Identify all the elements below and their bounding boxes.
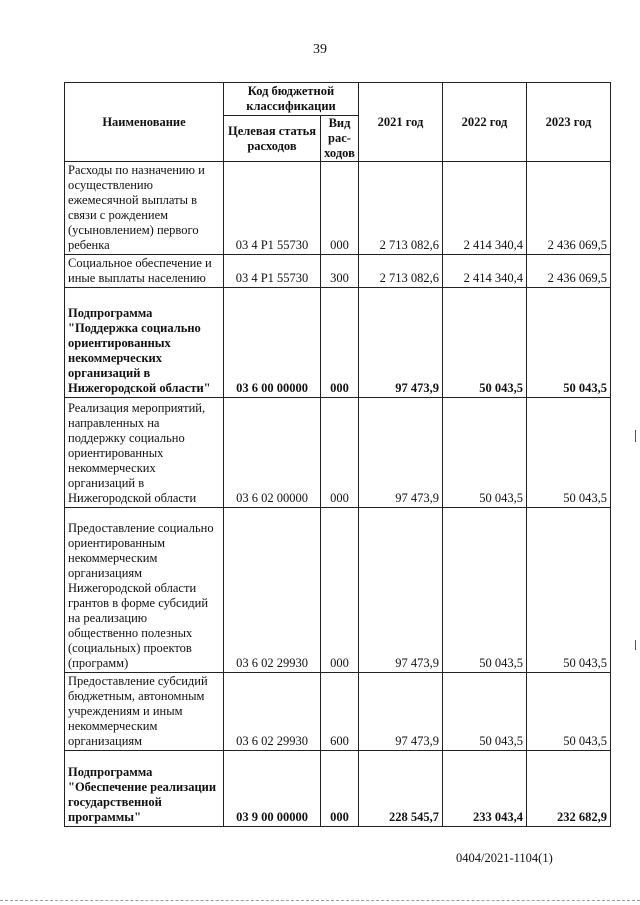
row-value-2023: 50 043,5 — [527, 673, 611, 751]
header-2021: 2021 год — [359, 83, 443, 162]
row-name: Подпрограмма "Поддержка социально ориентированных некоммерческих организаций в Нижегородской области" — [65, 288, 224, 398]
row-value-2022: 50 043,5 — [443, 398, 527, 508]
row-name: Реализация мероприятий, направленных на поддержку социально ориентированных некоммерческих организаций в Нижегородской области — [65, 398, 224, 508]
row-value-2021: 97 473,9 — [359, 508, 443, 673]
row-target-code: 03 6 02 00000 — [224, 398, 321, 508]
row-value-2022: 50 043,5 — [443, 508, 527, 673]
row-value-2022: 2 414 340,4 — [443, 255, 527, 288]
budget-table — [64, 82, 611, 827]
table-row — [65, 162, 611, 255]
row-value-2022: 233 043,4 — [443, 751, 527, 827]
row-value-2023: 50 043,5 — [527, 508, 611, 673]
scan-mark — [635, 640, 636, 650]
scan-edge — [0, 900, 640, 903]
row-target-code: 03 4 P1 55730 — [224, 162, 321, 255]
header-2023: 2023 год — [527, 83, 611, 162]
row-value-2021: 97 473,9 — [359, 398, 443, 508]
row-value-2023: 232 682,9 — [527, 751, 611, 827]
row-name: Предоставление социально ориентированным некоммерческим организациям Нижегородской области грантов в форме субсидий на реализацию общественно полезных (социальных) проектов (программ) — [65, 508, 224, 673]
header-name: Наименование — [65, 83, 224, 162]
table-row — [65, 255, 611, 288]
table-row — [65, 751, 611, 827]
row-value-2021: 2 713 082,6 — [359, 255, 443, 288]
table-row — [65, 288, 611, 398]
row-value-2021: 97 473,9 — [359, 288, 443, 398]
row-expense-type: 000 — [321, 751, 359, 827]
header-2022: 2022 год — [443, 83, 527, 162]
row-value-2023: 2 436 069,5 — [527, 255, 611, 288]
row-value-2023: 50 043,5 — [527, 398, 611, 508]
header-vid: Вид рас-ходов — [321, 116, 359, 162]
row-value-2021: 97 473,9 — [359, 673, 443, 751]
row-expense-type: 000 — [321, 288, 359, 398]
row-name: Подпрограмма "Обеспечение реализации государственной программы" — [65, 751, 224, 827]
row-expense-type: 600 — [321, 673, 359, 751]
row-value-2022: 2 414 340,4 — [443, 162, 527, 255]
table-body — [65, 162, 611, 827]
row-target-code: 03 6 02 29930 — [224, 673, 321, 751]
table-row — [65, 508, 611, 673]
row-target-code: 03 6 00 00000 — [224, 288, 321, 398]
row-target-code: 03 4 P1 55730 — [224, 255, 321, 288]
row-expense-type: 000 — [321, 508, 359, 673]
row-target-code: 03 9 00 00000 — [224, 751, 321, 827]
row-name: Социальное обеспечение и иные выплаты населению — [65, 255, 224, 288]
row-target-code: 03 6 02 29930 — [224, 508, 321, 673]
row-value-2021: 2 713 082,6 — [359, 162, 443, 255]
table-row — [65, 398, 611, 508]
page-number: 39 — [313, 42, 327, 57]
row-value-2022: 50 043,5 — [443, 673, 527, 751]
row-value-2021: 228 545,7 — [359, 751, 443, 827]
document-number: 0404/2021-1104(1) — [456, 851, 553, 865]
header-target: Целевая статья расходов — [224, 116, 321, 162]
table-header — [65, 83, 611, 162]
row-value-2023: 50 043,5 — [527, 288, 611, 398]
table-row — [65, 673, 611, 751]
row-value-2023: 2 436 069,5 — [527, 162, 611, 255]
row-expense-type: 000 — [321, 162, 359, 255]
row-expense-type: 000 — [321, 398, 359, 508]
header-code-group: Код бюджетной классификации — [224, 83, 359, 116]
row-name: Предоставление субсидий бюджетным, автономным учреждениям и иным некоммерческим организациям — [65, 673, 224, 751]
scan-mark — [635, 430, 636, 442]
row-name: Расходы по назначению и осуществлению ежемесячной выплаты в связи с рождением (усыновлением) первого ребенка — [65, 162, 224, 255]
row-expense-type: 300 — [321, 255, 359, 288]
row-value-2022: 50 043,5 — [443, 288, 527, 398]
